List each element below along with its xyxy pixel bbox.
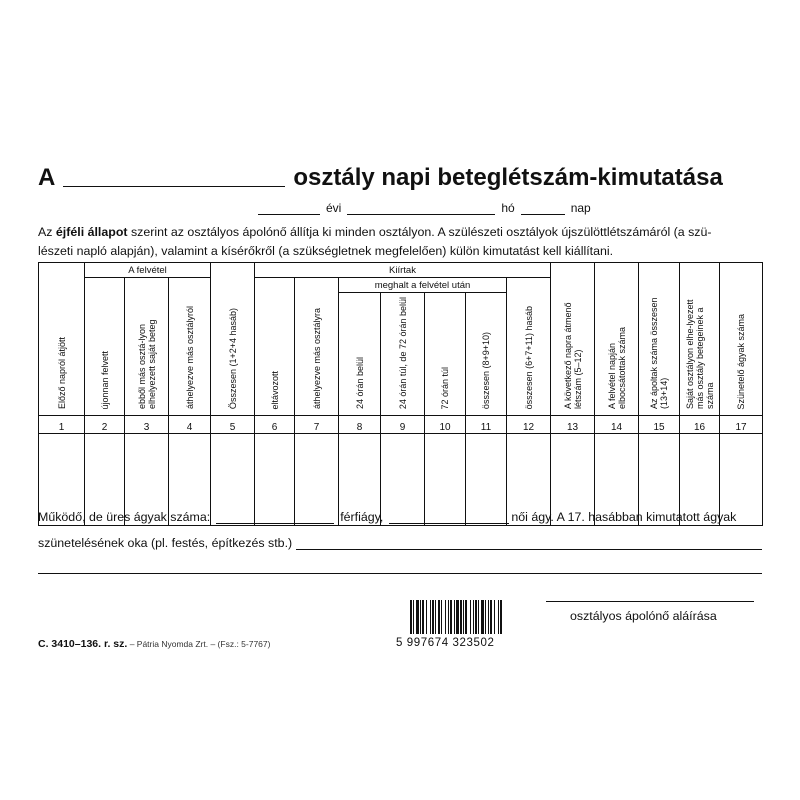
- reason-blank[interactable]: [296, 537, 762, 550]
- signature-label: osztályos ápolónő aláírása: [570, 609, 717, 623]
- col-number: 8: [339, 416, 381, 434]
- col-number: 5: [211, 416, 255, 434]
- extra-line[interactable]: [38, 573, 762, 574]
- title-suffix: osztály napi beteglétszám-kimutatása: [293, 164, 723, 191]
- form-code: [38, 638, 270, 650]
- form-title: [38, 158, 762, 192]
- col-number: 4: [169, 416, 211, 434]
- intro-line2: lészeti napló alapján), valamint a kísérőkről (a szükségletnek megfelelően) külön kimutatást kell kiállítani.: [38, 244, 614, 258]
- col-header-6: eltávozott: [255, 278, 295, 416]
- col-header-4: áthelyezve más osztályról: [169, 278, 211, 416]
- col-number: 16: [680, 416, 720, 434]
- male-beds-blank[interactable]: [216, 511, 334, 524]
- empty-beds-line: [38, 510, 736, 524]
- col-number: 14: [595, 416, 639, 434]
- col-number: 10: [425, 416, 466, 434]
- col-header-16: Saját osztályon elhe-lyezett más osztály betegeinek a száma: [680, 263, 720, 416]
- female-beds-label: női ágy. A 17. hasábban kimutatott ágyak: [511, 510, 737, 524]
- col-number: 1: [39, 416, 85, 434]
- title-prefix: A: [38, 164, 56, 191]
- col-number: 17: [720, 416, 763, 434]
- month-blank[interactable]: [347, 203, 495, 215]
- col-number: 7: [295, 416, 339, 434]
- col-number: 13: [551, 416, 595, 434]
- col-header-11: összesen (8+9+10): [466, 293, 507, 416]
- col-header-12: összesen (6+7+11) hasáb: [507, 278, 551, 416]
- col-header-13: A következő napra átmenő létszám (5–12): [551, 263, 595, 416]
- year-blank[interactable]: [258, 203, 320, 215]
- col-header-15: Az ápoltak száma összesen (13+14): [639, 263, 680, 416]
- intro-part1: Az: [38, 225, 56, 239]
- male-beds-label: férfiágy,: [340, 510, 384, 524]
- barcode-number: 5 997674 323502: [396, 637, 495, 649]
- col-number: 2: [85, 416, 125, 434]
- group-header-felvetel: A felvétel: [85, 263, 211, 278]
- group-header-meghalt: meghalt a felvétel után: [339, 278, 507, 293]
- day-label: nap: [570, 201, 591, 215]
- col-header-1: Előző napról átjött: [39, 263, 85, 416]
- intro-text: [38, 223, 764, 261]
- col-number: 12: [507, 416, 551, 434]
- col-header-8: 24 órán belül: [339, 293, 381, 416]
- department-blank[interactable]: [63, 186, 285, 187]
- reason-label: szünetelésének oka (pl. festés, építkezés stb.): [38, 536, 293, 550]
- col-header-10: 72 órán túl: [425, 293, 466, 416]
- female-beds-blank[interactable]: [389, 511, 509, 524]
- year-label: évi: [326, 201, 342, 215]
- intro-bold: éjféli állapot: [55, 225, 128, 239]
- col-number: 15: [639, 416, 680, 434]
- publisher-text: – Pátria Nyomda Zrt. – (Fsz.: 5-7767): [127, 639, 271, 649]
- day-blank[interactable]: [521, 203, 565, 215]
- col-header-14: A felvétel napján elbocsátottak száma: [595, 263, 639, 416]
- empty-beds-label: Működő, de üres ágyak száma:: [38, 510, 211, 524]
- form-code-text: C. 3410–136. r. sz.: [38, 638, 128, 650]
- month-label: hó: [501, 201, 515, 215]
- col-number: 11: [466, 416, 507, 434]
- col-number: 3: [125, 416, 169, 434]
- col-header-5: Összesen (1+2+4 hasáb): [211, 263, 255, 416]
- col-header-9: 24 órán túl, de 72 órán belül: [381, 293, 425, 416]
- col-header-7: áthelyezve más osztályra: [295, 278, 339, 416]
- census-table: [38, 262, 763, 526]
- col-header-17: Szünetelő ágyak száma: [720, 263, 763, 416]
- intro-part2: szerint az osztályos ápolónő állítja ki minden osztályon. A szülészeti osztályok újszülöttlétszámáról (a szü-: [127, 225, 712, 239]
- group-header-kiirtak: Kiírtak: [255, 263, 551, 278]
- col-header-3: ebből más osztá-lyon elhelyezett saját beteg: [125, 278, 169, 416]
- col-number: 9: [381, 416, 425, 434]
- signature-line[interactable]: [546, 601, 754, 602]
- reason-line: [38, 536, 762, 550]
- col-header-2: újonnan felvett: [85, 278, 125, 416]
- column-number-row: [39, 416, 763, 434]
- date-line: [258, 201, 597, 215]
- col-number: 6: [255, 416, 295, 434]
